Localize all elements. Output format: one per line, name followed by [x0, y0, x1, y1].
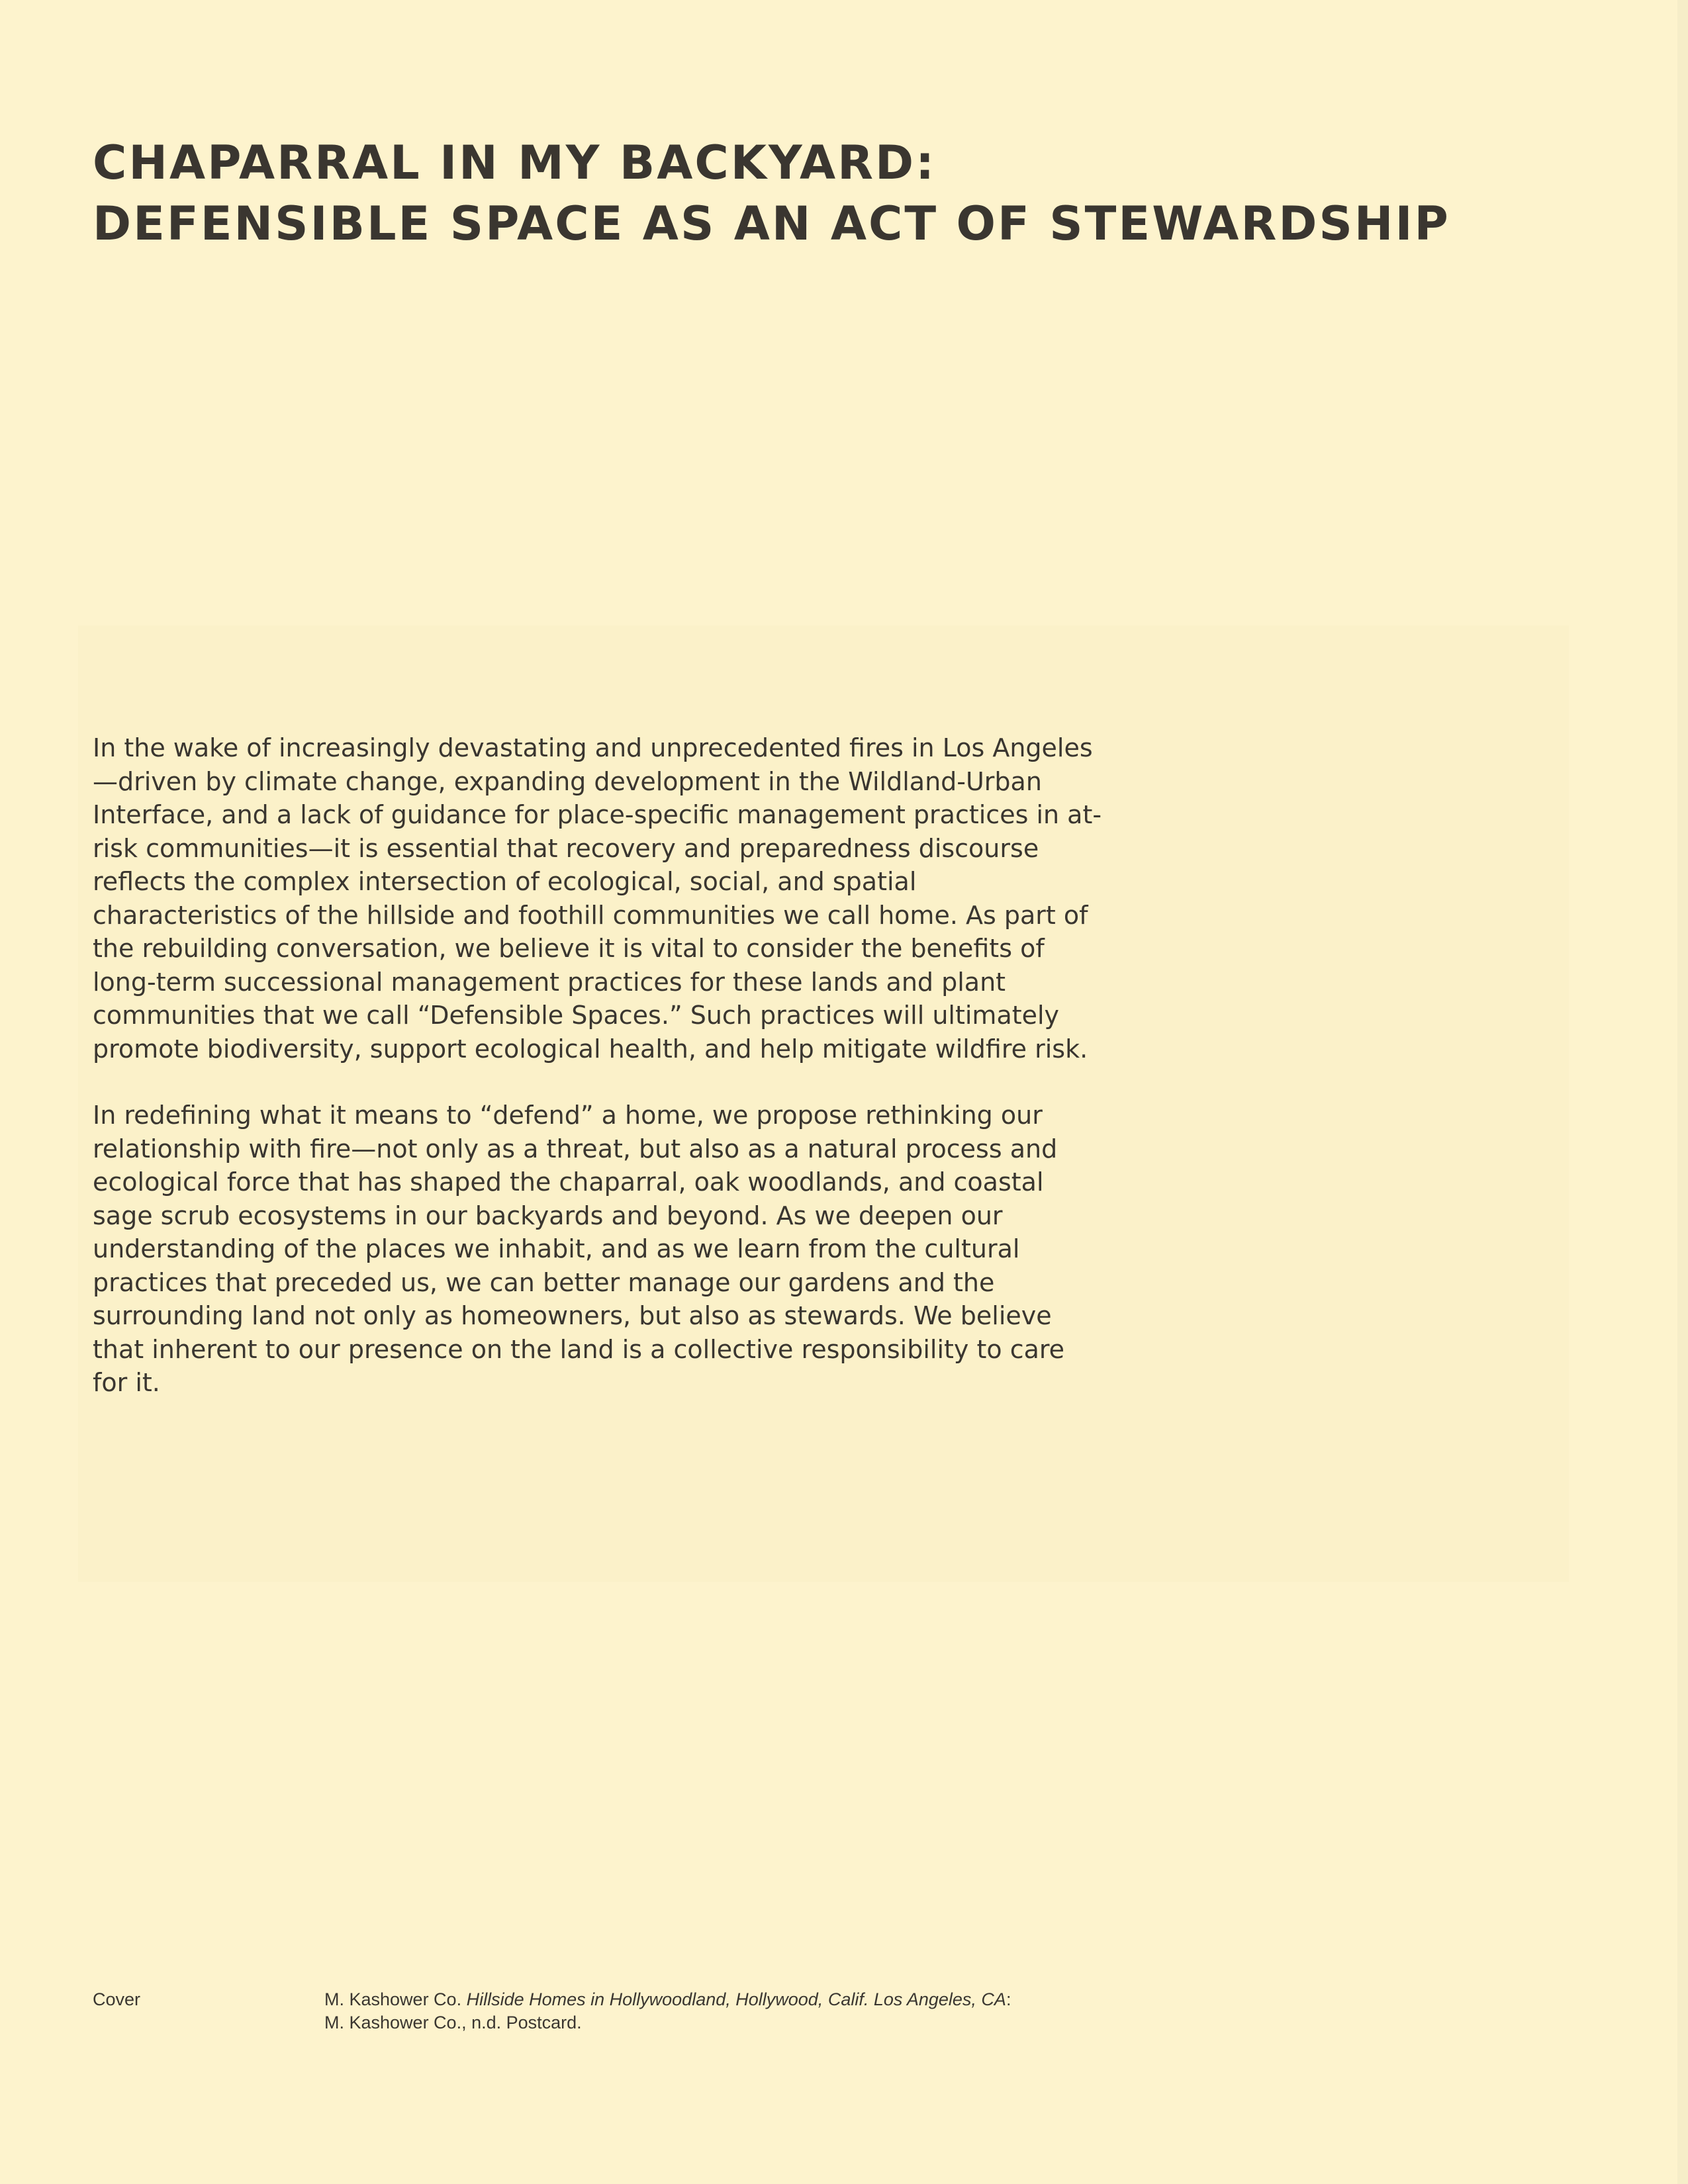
title-line-1: CHAPARRAL IN MY BACKYARD:: [93, 136, 937, 190]
body-text: [93, 731, 1105, 1400]
caption-label: Cover: [93, 1989, 141, 2009]
caption-italic-title: Hillside Homes in Hollywoodland, Hollywood, Calif. Los Angeles, CA: [466, 1989, 1006, 2009]
paragraph-1: In the wake of increasingly devastating and unprecedented fires in Los Angeles—driven by climate change, expanding development in the Wildland-Urban Interface, and a lack of guidance for place-specific management practices in at-risk communities—it is essential that recovery and preparedness discourse reflects the complex intersection of ecological, social, and spatial characteristics of the hillside and foothill communities we call home. As part of the rebuilding conversation, we believe it is vital to consider the benefits of long-term successional management practices for these lands and plant communities that we call “Defensible Spaces.” Such practices will ultimately promote biodiversity, support ecological health, and help mitigate wildfire risk.: [93, 733, 1102, 1064]
caption-text: [324, 1988, 1019, 2034]
caption-publisher: M. Kashower Co.: [324, 1989, 467, 2009]
caption-suffix: : M. Kashower Co., n.d. Postcard.: [324, 1989, 1011, 2032]
page-title: [93, 132, 1615, 254]
paragraph-2: In redefining what it means to “defend” a home, we propose rethinking our relationship with fire—not only as a threat, but also as a natural process and ecological force that has shaped the chaparral, oak woodlands, and coastal sage scrub ecosystems in our backyards and beyond. As we deepen our understanding of the places we inhabit, and as we learn from the cultural practices that preceded us, we can better manage our gardens and the surrounding land not only as homeowners, but also as stewards. We believe that inherent to our presence on the land is a collective responsibility to care for it.: [93, 1101, 1065, 1397]
page-edge: [1677, 0, 1688, 2184]
title-line-2: DEFENSIBLE SPACE AS AN ACT OF STEWARDSHIP: [93, 197, 1450, 251]
